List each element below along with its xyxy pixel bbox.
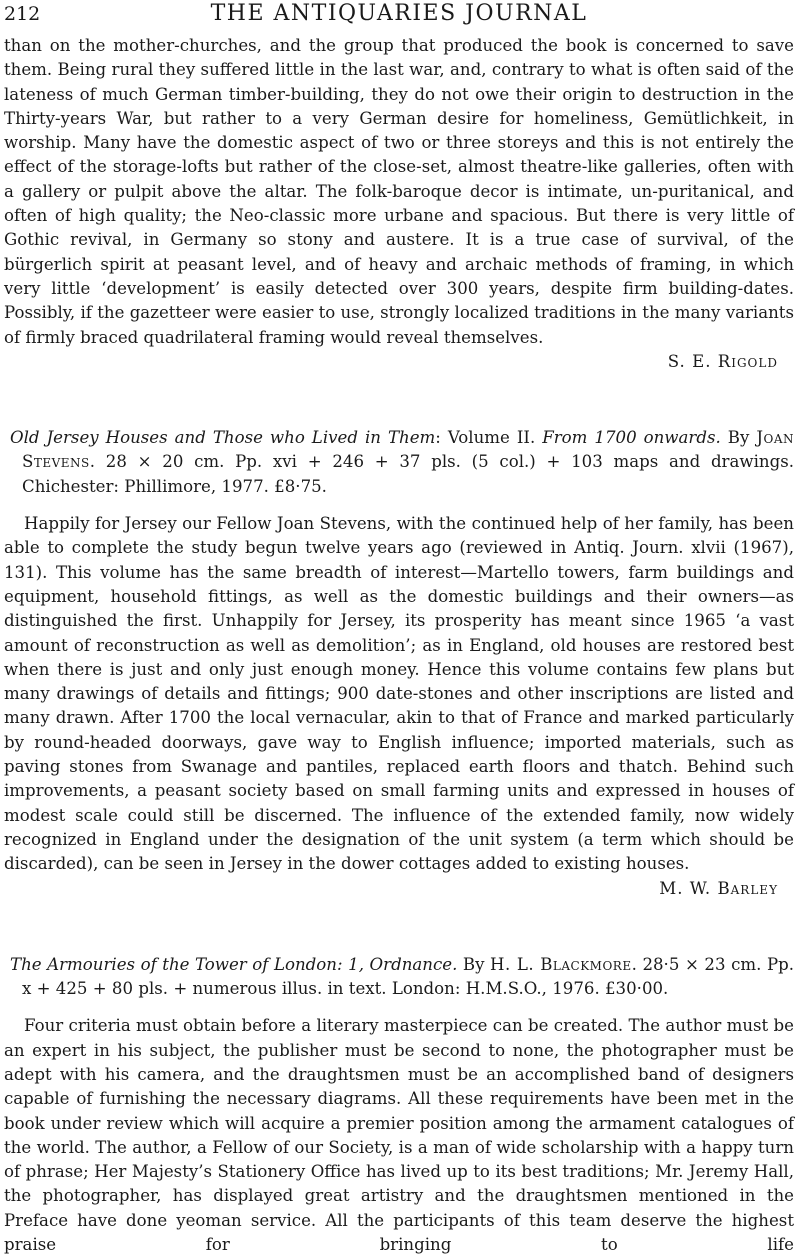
citation-spacer	[4, 499, 794, 512]
book-title: The Armouries of the Tower of London	[10, 954, 337, 974]
section-spacer	[4, 374, 794, 426]
review-body: than on the mother-churches, and the group that produced the book is concerned to save them. Being rural they suffered little in the last war, and, contrary to what is often said of the lateness of much German timber-building, they do not owe their origin to destruction in the Thirty-years War, but rather to a very German desire for homeliness, Gemütlichkeit, in worship. Many have the domestic aspect of two or three storeys and this is not entirely the effect of the storage-lofts but rather of the close-set, almost theatre-like galleries, often with a gallery or pulpit above the altar. The folk-baroque decor is intimate, un-puritanical, and often of high quality; the Neo-classic more urbane and spacious. But there is very little of Gothic revival, in Germany so stony and austere. It is a true case of survival, of the bürgerlich spirit at peasant level, and of heavy and archaic methods of framing, in which very little ‘development’ is easily detected over 300 years, despite firm building-dates. Possibly, if the gazetteer were easier to use, strongly localized traditions in the many variants of firmly braced quadrilateral framing would reveal themselves.	[4, 36, 794, 347]
book-citation	[4, 426, 794, 499]
review-rigold	[4, 34, 794, 374]
reviewer-signature: S. E. Rigold	[667, 351, 778, 371]
book-author: Joan Stevens	[22, 428, 794, 472]
book-title: Old Jersey Houses and Those who Lived in Them	[10, 428, 436, 448]
by-word: By	[457, 954, 491, 974]
book-author: H. L. Blackmore	[490, 954, 632, 974]
by-word: By	[720, 428, 757, 448]
book-details: . 28·5 × 23 cm. Pp. x + 425 + 80 pls. + numerous illus. in text. London: H.M.S.O., 1976. £30·00.	[22, 954, 795, 999]
review-old-jersey-houses	[4, 426, 794, 901]
running-head	[4, 0, 794, 34]
book-subtitle: : 1, Ordnance.	[337, 954, 458, 974]
book-citation	[4, 953, 794, 1002]
section-spacer	[4, 901, 794, 953]
review-body: Four criteria must obtain before a literary masterpiece can be created. The author must be an expert in his subject, the publisher must be second to none, the photographer must be adept with his camera, and the draughtsmen must be an accomplished band of designers capable of furnishing the necessary diagrams. All these requirements have been met in the book under review which will acquire a premier position among the armament catalogues of the world. The author, a Fellow of our Society, is a man of wide scholarship with a happy turn of phrase; Her Majesty’s Stationery Office has lived up to its best traditions; Mr. Jeremy Hall, the photographer, has displayed great artistry and the draughtsmen mentioned in the Preface have done yeoman service. All the participants of this team deserve the highest praise for bringing to life	[4, 1016, 794, 1255]
reviewer-signature: M. W. Barley	[659, 878, 778, 898]
page-number: 212	[4, 3, 41, 25]
book-details: . 28 × 20 cm. Pp. xvi + 246 + 37 pls. (5 col.) + 103 maps and drawings. Chichester: Phillimore, 1977. £8·75.	[22, 452, 794, 496]
review-body: Happily for Jersey our Fellow Joan Stevens, with the continued help of her family, has been able to complete the study begun twelve years ago (reviewed in Antiq. Journ. xlvii (1967), 131). This volume has the same breadth of interest—Martello towers, farm buildings and equipment, household fittings, as well as the domestic buildings and their owners—as distinguished the first. Unhappily for Jersey, its prosperity has meant since 1965 ‘a vast amount of reconstruction as well as demolition’; as in England, old houses are restored best when there is just and only just enough money. Hence this volume contains few plans but many drawings of details and fittings; 900 date-stones and other inscriptions are listed and many drawn. After 1700 the local vernacular, akin to that of France and marked particularly by round-headed doorways, gave way to English influence; imported materials, such as paving stones from Swanage and pantiles, replaced earth floors and thatch. Behind such improvements, a peasant society based on small farming units and expressed in houses of modest scale could still be discerned. The influence of the extended family, now widely recognized in England under the designation of the unit system (a term which should be discarded), can be seen in Jersey in the dower cottages added to existing houses.	[4, 514, 794, 874]
book-subtitle: From 1700 onwards.	[542, 428, 721, 448]
citation-spacer	[4, 1001, 794, 1014]
book-volume: : Volume II.	[435, 428, 543, 448]
journal-title: THE ANTIQUARIES JOURNAL	[210, 1, 588, 26]
review-armouries-tower	[4, 953, 794, 1257]
